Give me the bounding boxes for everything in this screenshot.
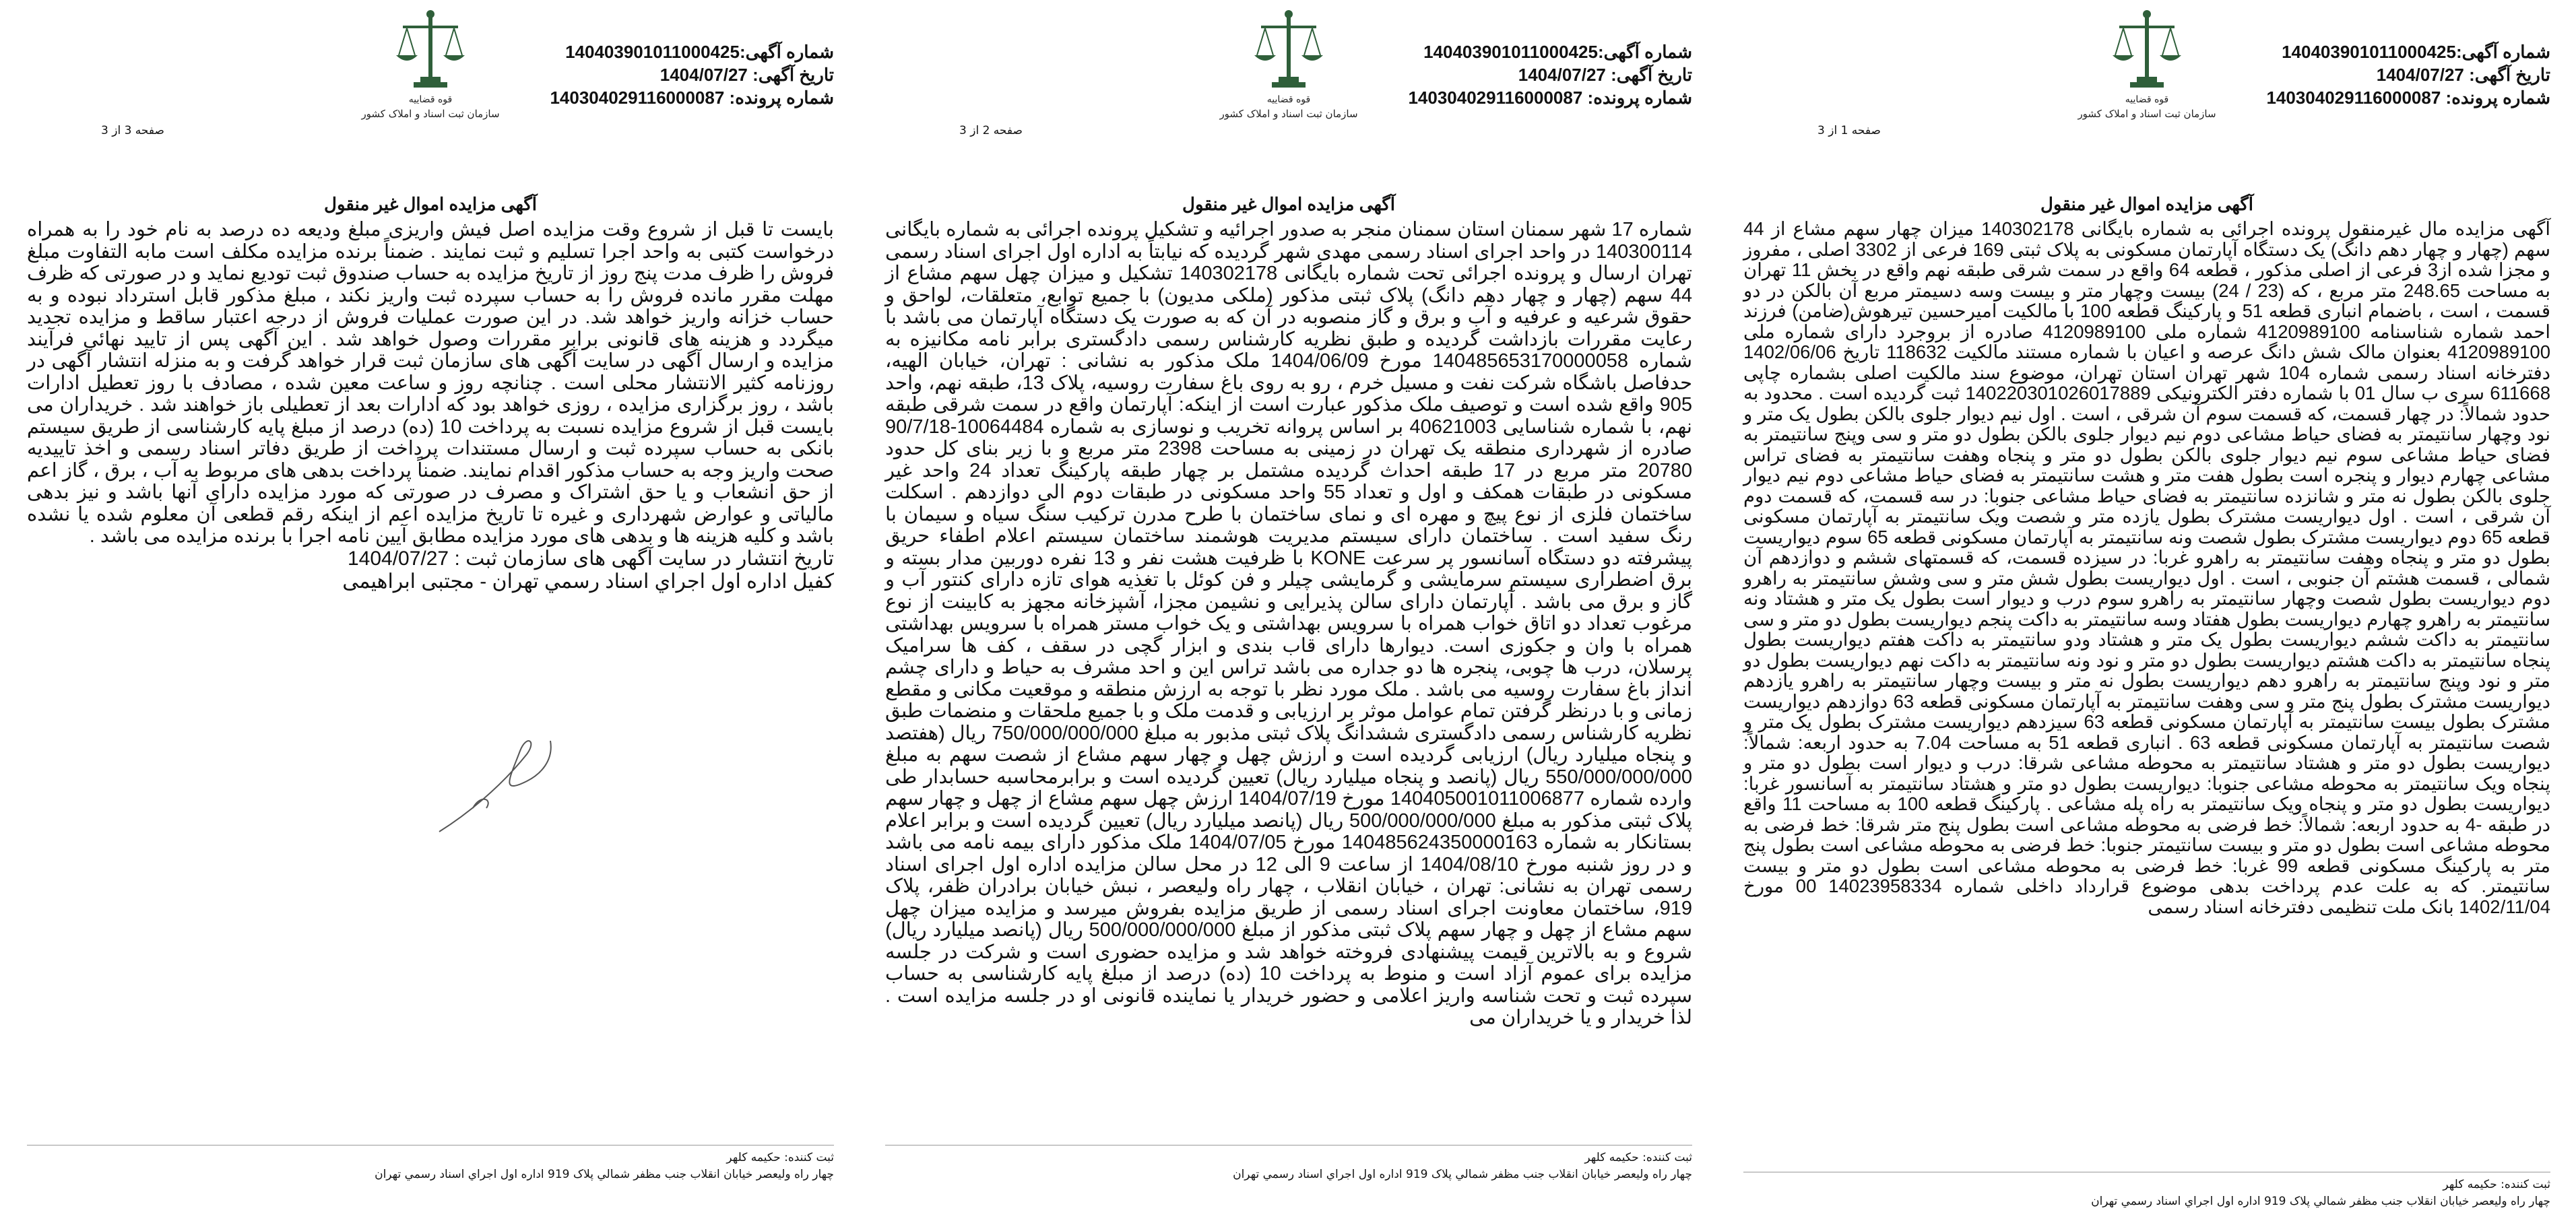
- file-number-label: شماره پرونده:: [729, 88, 834, 108]
- notice-number-label: شماره آگهی:: [739, 42, 834, 62]
- organization-caption: سازمان ثبت اسناد و املاک کشور: [361, 108, 500, 120]
- page-footer: [1743, 1172, 2550, 1210]
- notice-date: 1404/07/27: [2376, 65, 2464, 85]
- page-number: صفحه 2 از 3: [959, 124, 1023, 137]
- scales-of-justice-icon: [1252, 8, 1326, 92]
- file-number: 140304029116000087: [2266, 88, 2441, 108]
- notice-meta: [2266, 40, 2550, 109]
- notice-date-label: تاریخ آگهی:: [752, 65, 834, 85]
- notice-title: آگهی مزایده اموال غیر منقول: [1182, 194, 1395, 214]
- notice-date: 1404/07/27: [1518, 65, 1606, 85]
- judiciary-emblem: [2063, 8, 2231, 146]
- registrar: [27, 1150, 834, 1166]
- file-number: 140304029116000087: [550, 88, 725, 108]
- publish-date-label: تاریخ انتشار در سایت آگهی های سازمان ثبت :: [454, 547, 834, 570]
- scales-of-justice-icon: [2110, 8, 2184, 92]
- notice-number-label: شماره آگهی:: [1597, 42, 1692, 62]
- registrar-label: ثبت کننده:: [2501, 1178, 2550, 1191]
- notice-number: 140403901011000425: [2282, 42, 2456, 62]
- notice-number: 140403901011000425: [1423, 42, 1598, 62]
- scales-of-justice-icon: [393, 8, 468, 92]
- judiciary-emblem: [346, 8, 515, 146]
- page-number: صفحه 1 از 3: [1817, 124, 1881, 137]
- signer: کفیل اداره اول اجراي اسناد رسمي تهران - مجتبی ابراهیمی: [342, 570, 834, 593]
- page-number: صفحه 3 از 3: [101, 124, 164, 137]
- notice-page-2: [860, 0, 1718, 1229]
- registrar: [885, 1150, 1692, 1166]
- judiciary-caption: قوه قضاییه: [1266, 94, 1311, 105]
- organization-caption: سازمان ثبت اسناد و املاک کشور: [2078, 108, 2216, 120]
- organization-caption: سازمان ثبت اسناد و املاک کشور: [1219, 108, 1358, 120]
- file-number-label: شماره پرونده:: [1587, 88, 1692, 108]
- registrar-name: حکیمه کلهر: [726, 1151, 781, 1164]
- judiciary-caption: قوه قضاییه: [408, 94, 453, 105]
- registrar-label: ثبت کننده:: [784, 1151, 834, 1164]
- office-address: چهار راه ولیعصر خیابان انقلاب جنب مظفر شمالي پلاک 919 اداره اول اجراي اسناد رسمي تهران: [2091, 1195, 2550, 1208]
- notice-page-1: [1718, 0, 2576, 1229]
- publish-date-line: [27, 547, 834, 570]
- registrar-name: حکیمه کلهر: [2443, 1178, 2497, 1191]
- file-number: 140304029116000087: [1408, 88, 1583, 108]
- notice-title: آگهی مزایده اموال غیر منقول: [324, 194, 537, 214]
- notice-number: 140403901011000425: [565, 42, 740, 62]
- file-number-label: شماره پرونده:: [2445, 88, 2550, 108]
- notice-date: 1404/07/27: [659, 65, 748, 85]
- judiciary-caption: قوه قضاییه: [2125, 94, 2169, 105]
- judiciary-emblem: [1204, 8, 1373, 146]
- notice-date-label: تاریخ آگهی:: [2469, 65, 2550, 85]
- page-header: [27, 8, 834, 150]
- page-header: [1743, 8, 2550, 150]
- notice-title: آگهی مزایده اموال غیر منقول: [2040, 194, 2253, 214]
- page-footer: [27, 1145, 834, 1183]
- notice-body: آگهی مزایده مال غیرمنقول پرونده اجرائی به شماره بایگانی 140302178 میزان چهار سهم مشاع از 44 سهم (چهار و چهار دهم دانگ) یک دستگاه آپارتمان مسکونی به پلاک ثبتی 169 فرعی از 3302 اصلی ، مفروز و مجزا شده از3 فرعی از اصلی مذکور ، قطعه 64 واقع در سمت شرقی طبقه نهم واقع در بخش 11 تهران به مساحت 248.65 متر مربع ، که (23 / 24) بیست وچهار متر و بیست وسه دسیمتر مربع آن بالکن در دو قسمت ، است ، باضمام انباری قطعه 51 و پارکینگ قطعه 100 با مالکیت امیرحسین تیرهوش(ضامن) فرزند احمد شماره شناسنامه 4120989100 شماره ملی 4120989100 صادره از بروجرد دارای شماره ملی 4120989100 بعنوان مالک شش دانگ عرصه و اعیان با شماره مستند مالکیت 118632 تاریخ 1402/06/06 دفترخانه اسناد رسمی شماره 104 شهر تهران استان تهران، موضوع سند مالکیت اصلی بشماره چاپی 611668 سری ب سال 01 با شماره دفتر الکترونیکی 140220301026017889 ثبت گردیده است . محدود به حدود شمالاً: در چهار قسمت، که قسمت سوم آن شرقی ، است . اول نیم دیوار جلوی بالکن بطول یک متر و نود وچهار سانتیمتر به فضای حیاط مشاعی دوم نیم دیوار جلوی بالکن بطول دو متر و سی وپنج سانتیمتر به فضای حیاط مشاعی سوم نیم دیوار جلوی بالکن بطول دو متر و پنجاه وهفت سانتیمتر به فضای تراس مشاعی چهارم دیوار و پنجره است بطول هفت متر و هشت سانتیمتر به فضای حیاط مشاعی دوم نیم دیوار جلوی بالکن بطول نه متر و شانزده سانتیمتر به فضای حیاط مشاعی جنوبا: در سه قسمت، که قسمت دوم آن شرقی ، است . اول دیواریست مشترک بطول یازده متر و شصت ویک سانتیمتر به آپارتمان مسکونی قطعه 65 دوم دیواریست مشترک بطول شصت ونه سانتیمتر به آپارتمان مسکونی قطعه 65 سوم دیواریست بطول دو متر و پنجاه وهفت سانتیمتر به راهرو غربا: در سیزده قسمت، که قسمتهای ششم و دوازدهم آن شمالی ، قسمت هشتم آن جنوبی ، است . اول دیواریست بطول شش متر و سی وشش سانتیمتر به راهرو دوم دیواریست بطول شصت وچهار سانتیمتر به راهرو سوم درب و دیوار است بطول یک متر و هشتاد ونه سانتیمتر به راهرو چهارم دیواریست بطول هفتاد وسه سانتیمتر به داکت پنجم دیواریست بطول دو متر و سی سانتیمتر به داکت ششم دیواریست بطول یک متر و هشتاد ودو سانتیمتر به داکت هفتم دیواریست بطول پنجاه سانتیمتر به داکت هشتم دیواریست بطول دو متر و نود ونه سانتیمتر به داکت نهم دیواریست بطول دو متر و نود وپنج سانتیمتر به راهرو دهم دیواریست بطول نه متر و بیست وچهار سانتیمتر به راهرو یازدهم دیواریست مشترک بطول پنج متر و سی وهفت سانتیمتر به آپارتمان مسکونی قطعه 63 دوازدهم دیواریست مشترک بطول بیست سانتیمتر به آپارتمان مسکونی قطعه 63 سیزدهم دیواریست مشترک بطول یک متر و شصت سانتیمتر به آپارتمان مسکونی قطعه 63 . انباری قطعه 51 به مساحت 7.04 به حدود اربعه: شمالاً: دیواریست بطول دو متر و هشتاد سانتیمتر به محوطه مشاعی شرقا: درب و دیوار است بطول دو متر و پنجاه ویک سانتیمتر به محوطه مشاعی جنوبا: دیواریست بطول دو متر و هشتاد سانتیمتر به آسانسور غربا: دیواریست بطول دو متر و پنجاه ویک سانتیمتر به راه پله مشاعی . پارکینگ قطعه 100 به مساحت 11 واقع در طبقه -4 به حدود اربعه: شمالاً: خط فرضی به محوطه مشاعی است بطول پنج متر شرقا: خط فرضی به محوطه مشاعی است بطول دو متر و بیست سانتیمتر جنوبا: خط فرضی به محوطه مشاعی است بطول پنج متر به پارکینگ مسکونی قطعه 99 غربا: خط فرضی به محوطه مشاعی است بطول دو متر و بیست سانتیمتر. که به علت عدم پرداخت بدهی موضوع قرارداد داخلی شماره 14023958334 00 مورخ 1402/11/04 بانک ملت تنظیمی دفترخانه اسناد رسمی: [1743, 218, 2551, 917]
- notice-number-label: شماره آگهی:: [2455, 42, 2550, 62]
- notice-meta: [550, 40, 834, 109]
- notice-page-3: [1, 0, 860, 1229]
- office-address: چهار راه ولیعصر خیابان انقلاب جنب مظفر شمالي پلاک 919 اداره اول اجراي اسناد رسمي تهران: [1233, 1168, 1692, 1181]
- registrar-label: ثبت کننده:: [1642, 1151, 1692, 1164]
- registrar-name: حکیمه کلهر: [1584, 1151, 1639, 1164]
- registrar: [1743, 1176, 2550, 1193]
- notice-body: بایست تا قبل از شروع وقت مزایده اصل فیش واریزی مبلغ ودیعه ده درصد به نام خود را به همراه درخواست کتبی به واحد اجرا تسلیم و ثبت نمایند . ضمناً برنده مزایده مکلف است مابه التفاوت مبلغ فروش را ظرف مدت پنج روز از تاریخ مزایده به حساب صندوق ثبت تودیع نماید و در صورتی که ظرف مهلت مقرر مانده فروش را به حساب سپرده ثبت واریز نکند ، مبلغ مذکور قابل استرداد نبوده و به حساب خزانه واریز خواهد شد. در این صورت عملیات فروش از درجه اعتبار ساقط و مزایده تجدید میگردد و هزینه های قانونی برابر مقررات وصول خواهد شد . این آگهی پس از تایید نهائی فرآیند مزایده و ارسال آگهی در سایت آگهی های سازمان ثبت قرار خواهد گرفت و به منزله انتشار آگهی در روزنامه کثیر الانتشار محلی است . چنانچه روز و ساعت معین شده ، مصادف با روز تعطیل ادارات باشد ، روز برگزاری مزایده ، روزی خواهد بود که ادارات بعد از تعطیلی باز خواهند شد . خریداران می بایست قبل از شروع مزایده نسبت به پرداخت 10 (ده) درصد از مبلغ پایه کارشناسی از طریق سیستم بانکی به حساب سپرده ثبت و ارسال مستندات پرداخت از طریق دفاتر اسناد رسمی و اخذ تاییدیه صحت واریز وجه به حساب مذکور اقدام نمایند. ضمناً پرداخت بدهی های مربوط به آب ، برق ، گاز اعم از حق انشعاب و یا حق اشتراک و مصرف در صورتی که مورد مزایده دارای آنها باشد و نیز بدهی مالیاتی و عوارض شهرداری و غیره تا تاریخ مزایده اعم از اینکه رقم قطعی آن معلوم شده یا نشده باشد و کلیه هزینه ها و بدهی های مورد مزایده مطابق آیین نامه اجرا با برنده مزایده می باشد .: [27, 219, 835, 547]
- publish-date: 1404/07/27: [347, 547, 449, 570]
- page-footer: [885, 1145, 1692, 1183]
- page-header: [885, 8, 1692, 150]
- notice-meta: [1408, 40, 1692, 109]
- notice-body: شماره 17 شهر سمنان استان سمنان منجر به صدور اجرائیه و تشکیل پرونده اجرائی به شماره بایگانی 140300114 در واحد اجرای اسناد رسمی مهدی شهر گردیده که نیابتاً به اداره اول اجرای اسناد رسمی تهران ارسال و پرونده اجرائی تحت شماره بایگانی 140302178 تشکیل و میزان چهل سهم مشاع از 44 سهم (چهار و چهار دهم دانگ) پلاک ثبتی مذکور (ملکی مدیون) با جمیع توابع، متعلقات، لواحق و حقوق شرعیه و عرفیه و آب و برق و گاز منصوبه در آن که به صورت یک دستگاه آپارتمان می باشد با رعایت مقررات بازداشت گردیده و طبق نظریه کارشناس رسمی دادگستری برابر نامه مکانیزه به شماره 140485653170000058 مورخ 1404/06/09 ملک مذکور به نشانی : تهران، خیابان الهیه، حدفاصل باشگاه شرکت نفت و مسیل خرم ، رو به روی باغ سفارت روسیه، پلاک 13، طبقه نهم، واحد 905 واقع شده است و توصیف ملک مذکور عبارت است از اینکه: آپارتمان واقع در سمت شرقی طبقه نهم، با شماره شناسایی 40621003 بر اساس پروانه تخریب و نوسازی به شماره 10064484-90/7/18 صادره از شهرداری منطقه یک تهران در زمینی به مساحت 2398 متر مربع و با زیر بنای کل حدود 20780 متر مربع در 17 طبقه احداث گردیده مشتمل بر چهار طبقه پارکینگ تعداد 24 واحد غیر مسکونی در طبقات همکف و اول و تعداد 55 واحد مسکونی در طبقات دوم الی دوازدهم . اسکلت ساختمان فلزی از نوع پیچ و مهره ای و نمای ساختمان با طرح مدرن ترکیب سنگ سیاه و سیمان با رنگ سفید است . ساختمان دارای سیستم مدیریت هوشمند ساختمان سیستم اعلام اطفاء حریق پیشرفته دو دستگاه آسانسور پر سرعت KONE با ظرفیت هشت نفر و 13 نفره دوربین مدار بسته و برق اضطراری سیستم سرمایشی و گرمایشی چیلر و فن کوئل با تغذیه هوای تازه دارای کنتور آب و گاز و برق می باشد . آپارتمان دارای سالن پذیرایی و نشیمن مجزا، آشپزخانه مجهز به کابینت از نوع مرغوب تعداد دو اتاق خواب همراه با سرویس بهداشتی و یک خواب مستر همراه با سرویس بهداشتی همراه با وان و جکوزی است. دیوارها دارای قاب بندی و ابزار گچی در سقف ، کف ها سرامیک پرسلان، درب ها چوبی، پنجره ها دو جداره می باشد تراس این و احد مشرف به حیاط و دارای چشم انداز باغ سفارت روسیه می باشد . ملک مورد نظر با توجه به ارزش منطقه و موقعیت مکانی و مقطع زمانی و با درنظر گرفتن تمام عوامل موثر بر ارزیابی و قدمت ملک و با جمیع ملحقات و منضمات طبق نظریه کارشناس رسمی دادگستری ششدانگ پلاک ثبتی مذبور به مبلغ 750/000/000/000 ریال (هفتصد و پنجاه میلیارد ریال) ارزیابی گردیده است و ارزش چهل و چهار سهم مشاع از شصت سهم به مبلغ 550/000/000/000 ریال (پانصد و پنجاه میلیارد ریال) تعیین گردیده است و برابرمحاسبه حسابدار طی وارده شماره 140405001011006877 مورخ 1404/07/19 ارزش چهل سهم مشاع از چهل و چهار سهم پلاک ثبتی مذکور به مبلغ 500/000/000/000 ریال (پانصد میلیارد ریال) تعیین گردیده است و برابر اعلام بستانکار به شماره 140485624350000163 مورخ 1404/07/05 ملک مذکور دارای بیمه نامه می باشد و در روز شنبه مورخ 1404/08/10 از ساعت 9 الی 12 در محل سالن مزایده اداره اول اجرای اسناد رسمی تهران به نشانی: تهران ، خیابان انقلاب ، چهار راه ولیعصر ، نبش خیابان برادران ظفر، پلاک 919، ساختمان معاونت اجرای اسناد رسمی از طریق مزایده بفروش میرسد و مزایده میزان چهل سهم مشاع از چهل و چهار سهم پلاک ثبتی مذکور از مبلغ 500/000/000/000 ریال (پانصد میلیارد ریال) شروع و به بالاترین قیمت پیشنهادی فروخته خواهد شد و مزایده حضوری است و شرکت در جلسه مزایده برای عموم آزاد است و منوط به پرداخت 10 (ده) درصد از مبلغ پایه کارشناسی به حساب سپرده ثبت و تحت شناسه واریز اعلامی و حضور خریدار یا نماینده قانونی او در جلسه مزایده است . لذا خریدار و یا خریداران می: [885, 219, 1693, 1028]
- signature-mark: [426, 714, 560, 842]
- office-address: چهار راه ولیعصر خیابان انقلاب جنب مظفر شمالي پلاک 919 اداره اول اجراي اسناد رسمي تهران: [375, 1168, 834, 1181]
- notice-date-label: تاریخ آگهی:: [1611, 65, 1692, 85]
